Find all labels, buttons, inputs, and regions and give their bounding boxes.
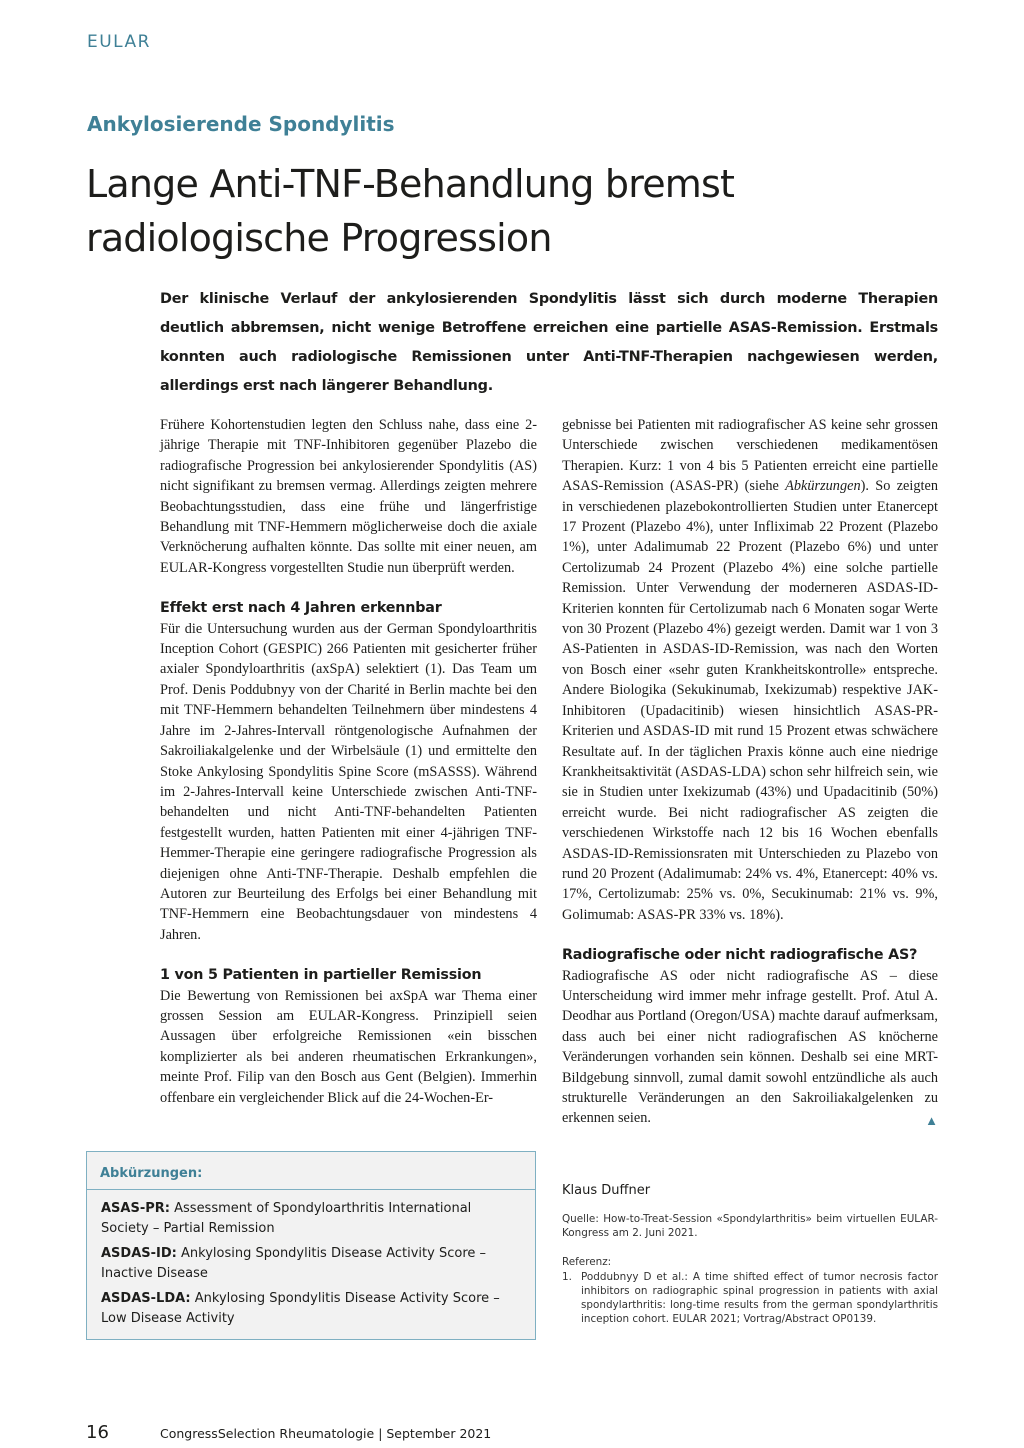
article-title <box>86 157 966 265</box>
body-column-right <box>562 415 938 1132</box>
reference-text: Poddubnyy D et al.: A time shifted effect of tumor necrosis factor inhibitors on radiographic spinal progression in patients with axial spondylarthritis: long-time results from the german spondylarthritis inception cohort. EULAR 2021; Vortrag/Abstract OP0139. <box>581 1271 938 1325</box>
section-paragraph-radiographic <box>562 966 938 1129</box>
radiographic-text: Radiografische AS oder nicht radiografische AS – diese Unterscheidung wird immer mehr infrage gestellt. Prof. Atul A. Deodhar aus Portland (Oregon/USA) machte darauf aufmerksam, dass auch bei einer nicht radiografischen AS knöcherne Veränderungen vorhanden sein können. Deshalb sei eine MRT-Bildgebung sinnvoll, zumal damit sowohl entzündliche als auch strukturelle Veränderungen an den Sakroiliakalgelenken zu erkennen seien. <box>562 967 938 1127</box>
abbreviations-list <box>87 1190 535 1329</box>
remission-text-part-2: ). So zeigten in verschiedenen plazebokontrollierten Studien unter Etanercept 17 Prozent (Plazebo 4%), unter Infliximab 22 Prozent (Plazebo 1%), unter Adalimumab 22 Prozent (Plazebo 6%) und unter Certolizumab 24 Prozent (Plazebo 4%) eine solche partielle Remission. Unter Verwendung der moderneren ASDAS-ID-Kriterien konnten für Certolizumab nach 6 Monaten sogar Werte von 30 Prozent (Plazebo 4%) gezeigt werden. Damit war 1 von 3 AS-Patienten in ASDAS-ID-Remission, was nach den Worten von Bosch einer «sehr guten Krankheitskontrolle» entspreche. Andere Biologika (Sekukinumab, Ixekizumab) respektive JAK-Inhibitoren (Upadacitinib) wiesen hinsichtlich ASAS-PR-Kriterien und ASDAS-ID mit rund 15 Prozent etwas schwächere Resultate auf. In der täglichen Praxis könne auch eine niedrige Krankheitsaktivität (ASDAS-LDA) schon sehr hilfreich sein, wie sie in Studien unter Ixekizumab (43%) und Upadacitinib (50%) erreicht wurde. Bei nicht radiografischer AS zeigten die verschiedenen Wirkstoffe nach 12 bis 16 Wochen ebenfalls ASDAS-ID-Remissionsraten mit Unterschieden zu Plazebo von rund 20 Prozent (Adalimumab: 24% vs. 4%, Etanercept: 40% vs. 17%, Certolizumab: 25% vs. 0%, Secukinumab: 21% vs. 9%, Golimumab: ASAS-PR 33% vs. 18%). <box>562 478 938 923</box>
abbreviations-box <box>86 1151 536 1340</box>
running-head: EULAR <box>87 32 151 52</box>
section-paragraph-remission-continued <box>562 415 938 925</box>
abbreviation-item <box>101 1289 521 1329</box>
article-kicker: Ankylosierende Spondylitis <box>87 112 395 136</box>
abbreviation-term: ASDAS-LDA: <box>101 1291 191 1306</box>
body-column-left <box>160 415 537 1108</box>
page-number: 16 <box>86 1422 109 1443</box>
abbreviation-term: ASDAS-ID: <box>101 1246 177 1261</box>
abbreviation-item <box>101 1199 521 1239</box>
abbreviations-heading: Abkürzungen: <box>87 1152 535 1190</box>
section-paragraph-effect: Für die Untersuchung wurden aus der German Spondyloarthritis Inception Cohort (GESPIC) 266 Patienten mit gesicherter früher axialer Spondyloarthritis (axSpA) selektiert (1). Das Team um Prof. Denis Poddubnyy von der Charité in Berlin machte bei den mit TNF-Hemmern behandelten Teilnehmern über mindestens 4 Jahre im 2-Jahres-Intervall röntgenologische Aufnahmen der Sakroiliakalgelenke und der Wirbelsäule (1) und ermittelte den Stoke Ankylosing Spondylitis Spine Score (mSASSS). Während im 2-Jahres-Intervall keine Unterschiede zwischen Anti-TNF-behandelten und nicht Anti-TNF-behandelten Patienten festgestellt wurden, hatten Patienten mit einer 4-jährigen TNF-Hemmer-Therapie eine geringere radiografische Progression als diejenigen ohne Anti-TNF-Therapie. Deshalb empfehlen die Autoren zur Beurteilung des Erfolgs bei einer Behandlung mit TNF-Hemmern eine Beobachtungsdauer von mindestens 4 Jahren. <box>160 620 537 943</box>
intro-paragraph: Frühere Kohortenstudien legten den Schluss nahe, dass eine 2-jährige Therapie mit TNF-Inhibitoren gegenüber Plazebo die radiografische Progression bei ankylosierender Spondylitis (AS) nicht signifikant zu bremsen vermag. Allerdings zeigten mehrere Beobachtungsstudien, dass eine frühe und längerfristige Behandlung mit TNF-Hemmern möglicherweise doch die axiale Verknöcherung aufhalten könnte. Das sollte mit einer neuen, am EULAR-Kongress vorgestellten Studie nun überprüft werden. <box>160 417 537 576</box>
section-heading-remission: 1 von 5 Patienten in partieller Remission <box>160 967 482 984</box>
remission-text-part-1: gebnisse bei Patienten mit radiografischer AS keine sehr grossen Unterschiede zwischen verschiedenen medikamentösen Therapien. Kurz: 1 von 4 bis 5 Patienten erreicht eine partielle ASAS-Remission (ASAS-PR) (siehe <box>562 417 938 495</box>
abbreviation-definition: Assessment of Spondyloarthritis International Society – Partial Remission <box>101 1201 472 1236</box>
reference-number: 1. <box>562 1271 572 1283</box>
abbreviation-item <box>101 1244 521 1284</box>
section-heading-radiographic: Radiografische oder nicht radiografische AS? <box>562 947 918 964</box>
lead-paragraph: Der klinische Verlauf der ankylosierenden Spondylitis lässt sich durch moderne Therapien deutlich abbremsen, nicht wenige Betroffene erreichen eine partielle ASAS-Remission. Erstmals konnten auch radiologische Remissionen unter Anti-TNF-Therapien nachgewiesen werden, allerdings erst nach längerer Behandlung. <box>160 291 938 394</box>
abbreviation-definition: Ankylosing Spondylitis Disease Activity Score – Inactive Disease <box>101 1246 487 1281</box>
section-paragraph-remission-start: Die Bewertung von Remissionen bei axSpA war Thema einer grossen Session am EULAR-Kongress. Prinzipiell seien Aussagen über erfolgreiche Remissionen «ein bisschen komplizierter als bei anderen rheumatischen Erkrankungen», meinte Prof. Filip van den Bosch aus Gent (Belgien). Immerhin offenbare ein vergleichender Blick auf die 24-Wochen-Er- <box>160 987 537 1106</box>
title-line-2: radiologische Progression <box>86 216 552 260</box>
end-triangle-icon: ▲ <box>925 1113 938 1129</box>
abbreviation-definition: Ankylosing Spondylitis Disease Activity Score – Low Disease Activity <box>101 1291 500 1326</box>
publication-footer: CongressSelection Rheumatologie | September 2021 <box>160 1426 492 1441</box>
abbreviation-term: ASAS-PR: <box>101 1201 170 1216</box>
section-heading-effect: Effekt erst nach 4 Jahren erkennbar <box>160 600 442 617</box>
source-note: Quelle: How-to-Treat-Session «Spondylarthritis» beim virtuellen EULAR-Kongress am 2. Juni 2021. <box>562 1213 938 1239</box>
title-line-1: Lange Anti-TNF-Behandlung bremst <box>86 162 735 206</box>
abbreviations-reference: Abkürzungen <box>785 478 861 495</box>
reference-label: Referenz: <box>562 1256 612 1268</box>
author-name: Klaus Duffner <box>562 1183 651 1198</box>
reference-item <box>562 1270 938 1326</box>
